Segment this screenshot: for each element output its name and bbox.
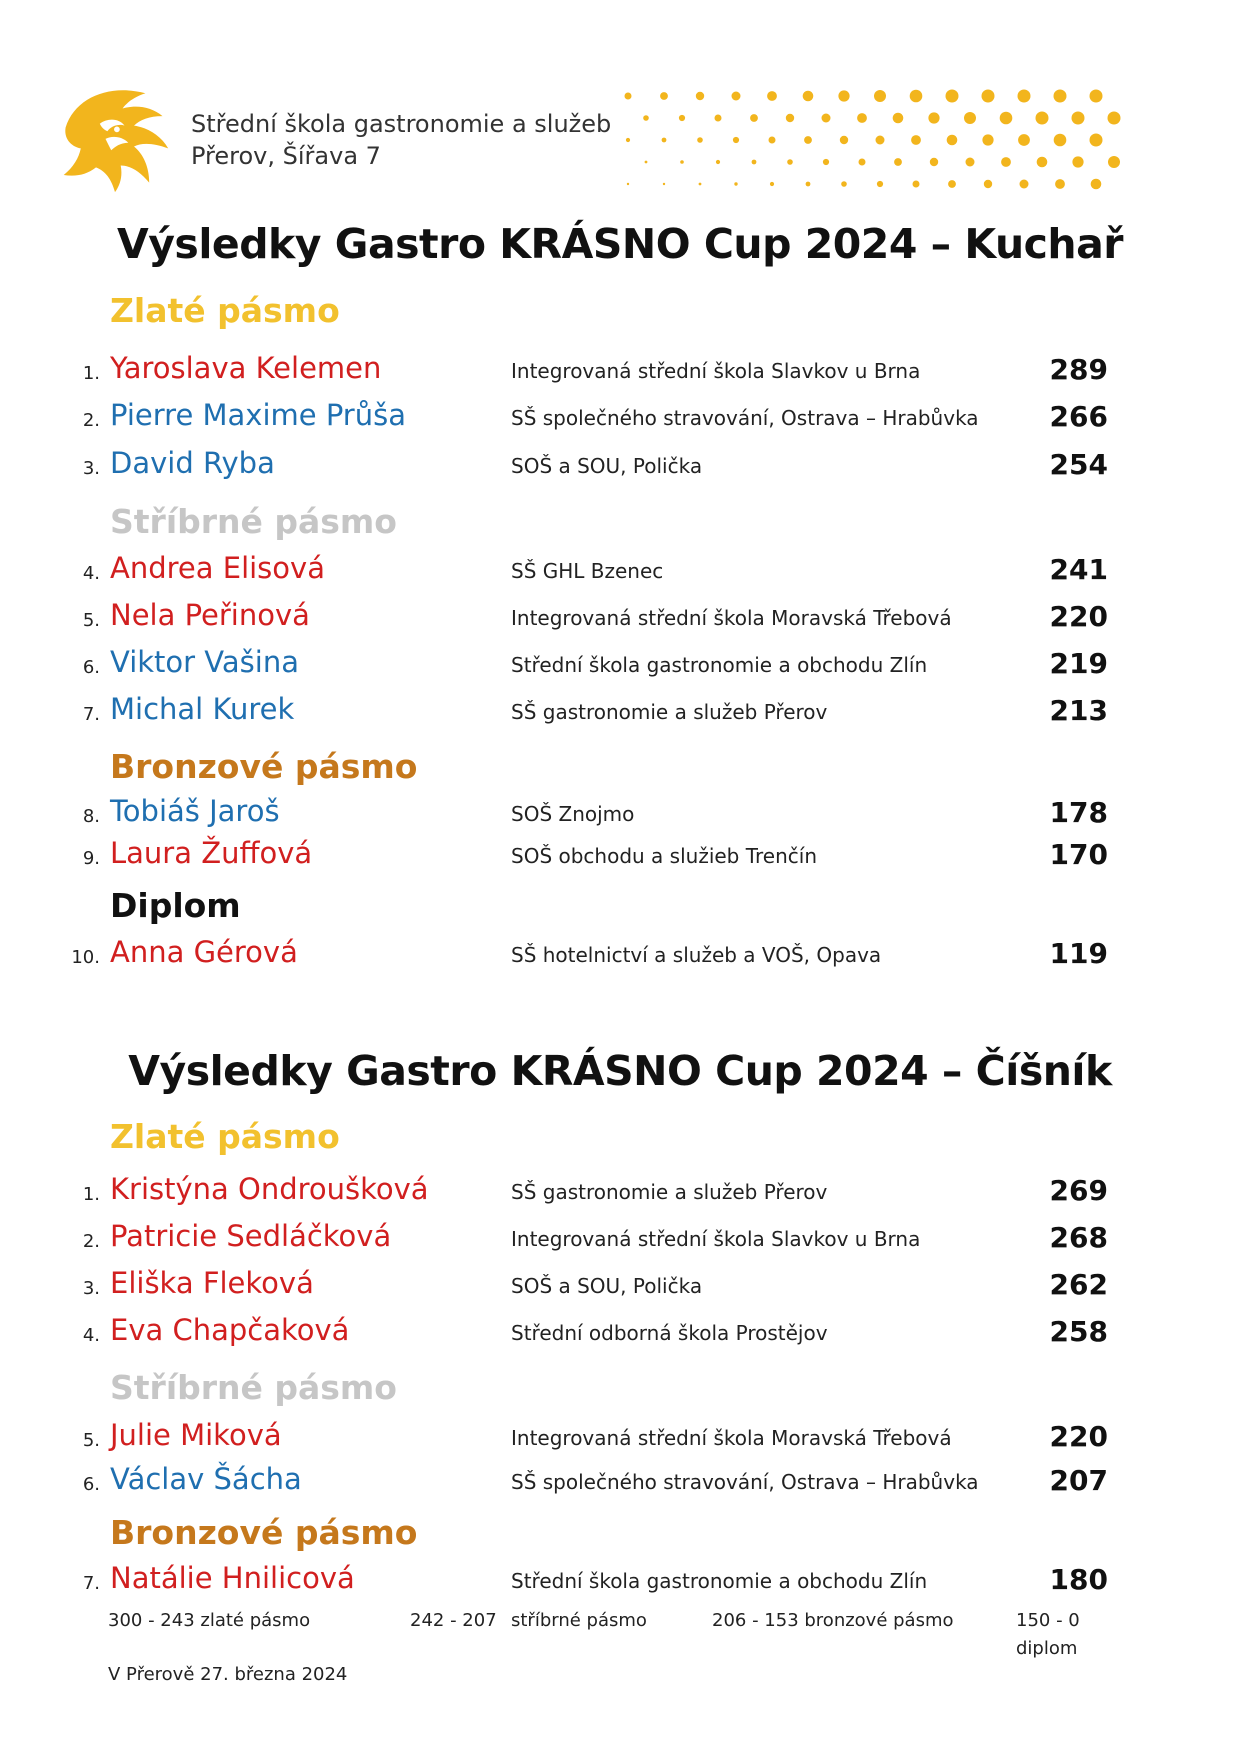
rank: 7. — [82, 1573, 100, 1594]
score: 220 — [1049, 600, 1108, 633]
decorative-dot — [625, 93, 632, 100]
decorative-dot — [1036, 112, 1049, 125]
competitor-name: Andrea Elisová — [110, 551, 325, 585]
band-silver-label: Stříbrné pásmo — [110, 1368, 397, 1407]
result-row — [0, 1266, 1240, 1310]
competitor-school: SOŠ Znojmo — [511, 802, 635, 826]
score: 266 — [1049, 400, 1108, 433]
score: 220 — [1049, 1420, 1108, 1453]
rank: 2. — [82, 410, 100, 431]
score: 289 — [1049, 353, 1108, 386]
decorative-dot — [787, 159, 793, 165]
decorative-dot — [733, 137, 739, 143]
decorative-dot — [982, 90, 995, 103]
competitor-name: Viktor Vašina — [110, 645, 299, 679]
decorative-dot — [1054, 134, 1067, 147]
competitor-school: SŠ gastronomie a služeb Přerov — [511, 1180, 828, 1204]
band-bronze-label: Bronzové pásmo — [110, 747, 418, 786]
decorative-dot — [857, 113, 867, 123]
competitor-school: Střední škola gastronomie a obchodu Zlín — [511, 1569, 928, 1593]
score: 119 — [1049, 937, 1108, 970]
rank: 4. — [82, 1325, 100, 1346]
competitor-name: Pierre Maxime Průša — [110, 398, 406, 432]
decorative-dot — [1054, 90, 1067, 103]
decorative-dot — [662, 138, 667, 143]
score: 170 — [1049, 838, 1108, 871]
decorative-dot — [1072, 112, 1085, 125]
decorative-dot — [1072, 156, 1083, 167]
decorative-dots-pattern — [618, 88, 1138, 198]
decorative-dot — [1108, 112, 1121, 125]
score: 262 — [1049, 1268, 1108, 1301]
decorative-dot — [982, 134, 993, 145]
rank: 6. — [82, 657, 100, 678]
result-row — [0, 1172, 1240, 1216]
rank: 4. — [82, 563, 100, 584]
legend-diplom-range: 150 - 0 — [1016, 1610, 1080, 1631]
decorative-dot — [732, 92, 741, 101]
rank: 10. — [71, 947, 100, 968]
decorative-dot — [699, 183, 702, 186]
decorative-dot — [804, 136, 812, 144]
result-row — [0, 446, 1240, 490]
competitor-name: Patricie Sedláčková — [110, 1219, 392, 1253]
band-diplom-label: Diplom — [110, 886, 241, 925]
decorative-dot — [697, 137, 703, 143]
competitor-name: Václav Šácha — [110, 1462, 302, 1496]
result-row — [0, 351, 1240, 395]
decorative-dot — [876, 136, 885, 145]
rank: 1. — [82, 1184, 100, 1205]
competitor-name: Eliška Fleková — [110, 1266, 314, 1300]
decorative-dot — [930, 158, 938, 166]
competitor-school: SŠ gastronomie a služeb Přerov — [511, 700, 828, 724]
section-title-cisnik: Výsledky Gastro KRÁSNO Cup 2024 – Číšník — [128, 1047, 1112, 1095]
decorative-dot — [1108, 156, 1120, 168]
competitor-name: Anna Gérová — [110, 935, 298, 969]
decorative-dot — [679, 115, 685, 121]
decorative-dot — [803, 91, 814, 102]
decorative-dot — [663, 183, 665, 185]
competitor-name: David Ryba — [110, 446, 275, 480]
decorative-dot — [626, 138, 630, 142]
decorative-dot — [894, 158, 902, 166]
score: 241 — [1049, 553, 1108, 586]
rank: 6. — [82, 1474, 100, 1495]
competitor-school: SOŠ obchodu a služieb Trenčín — [511, 844, 818, 868]
competitor-name: Laura Žuffová — [110, 836, 313, 870]
decorative-dot — [1090, 90, 1103, 103]
competitor-name: Yaroslava Kelemen — [110, 351, 382, 385]
competitor-name: Tobiáš Jaroš — [110, 794, 280, 828]
result-row — [0, 1561, 1240, 1605]
band-silver-label: Stříbrné pásmo — [110, 502, 397, 541]
decorative-dot — [645, 161, 648, 164]
decorative-dot — [769, 137, 776, 144]
decorative-dot — [984, 180, 992, 188]
competitor-name: Eva Chapčaková — [110, 1313, 350, 1347]
decorative-dot — [696, 92, 704, 100]
decorative-dot — [660, 92, 668, 100]
section-title-kuchar: Výsledky Gastro KRÁSNO Cup 2024 – Kuchař — [116, 220, 1124, 268]
footer-place-date: V Přerově 27. března 2024 — [108, 1664, 348, 1685]
decorative-dot — [946, 90, 959, 103]
competitor-school: SOŠ a SOU, Polička — [511, 1274, 703, 1298]
legend-bronze: 206 - 153 bronzové pásmo — [712, 1610, 954, 1631]
decorative-dot — [680, 160, 684, 164]
competitor-school: Integrovaná střední škola Moravská Třebová — [511, 1426, 952, 1450]
competitor-school: SŠ společného stravování, Ostrava – Hrabůvka — [511, 406, 979, 430]
decorative-dot — [1018, 90, 1031, 103]
decorative-dot — [966, 158, 975, 167]
score: 178 — [1049, 796, 1108, 829]
decorative-dot — [627, 183, 629, 185]
competitor-name: Julie Miková — [110, 1418, 282, 1452]
competitor-school: Integrovaná střední škola Slavkov u Brna — [511, 1227, 921, 1251]
decorative-dot — [838, 90, 849, 101]
competitor-school: SŠ společného stravování, Ostrava – Hrabůvka — [511, 1470, 979, 1494]
score: 207 — [1049, 1464, 1108, 1497]
rank: 7. — [82, 704, 100, 725]
decorative-dot — [1000, 112, 1013, 125]
decorative-dot — [1001, 157, 1011, 167]
decorative-dot — [1020, 180, 1029, 189]
decorative-dot — [1091, 179, 1102, 190]
band-gold-label: Zlaté pásmo — [110, 1117, 340, 1156]
decorative-dot — [767, 91, 777, 101]
legend-gold: 300 - 243 zlaté pásmo — [108, 1610, 311, 1631]
result-row — [0, 645, 1240, 689]
decorative-dot — [750, 114, 758, 122]
decorative-dot — [910, 90, 923, 103]
score: 268 — [1049, 1221, 1108, 1254]
competitor-school: Integrovaná střední škola Moravská Třebová — [511, 606, 952, 630]
decorative-dot — [1055, 179, 1065, 189]
score: 254 — [1049, 448, 1108, 481]
rank: 3. — [82, 458, 100, 479]
rank: 1. — [82, 363, 100, 384]
decorative-dot — [823, 159, 829, 165]
decorative-dot — [964, 112, 976, 124]
school-name: Střední škola gastronomie a služeb — [191, 110, 612, 138]
competitor-school: SOŠ a SOU, Polička — [511, 454, 703, 478]
decorative-dot — [928, 112, 939, 123]
decorative-dot — [734, 182, 737, 185]
decorative-dot — [913, 181, 920, 188]
score: 269 — [1049, 1174, 1108, 1207]
decorative-dot — [911, 135, 921, 145]
lion-head-logo-icon — [58, 80, 172, 194]
competitor-name: Kristýna Ondroušková — [110, 1172, 429, 1206]
decorative-dot — [752, 160, 757, 165]
legend-silver-range: 242 - 207 — [410, 1610, 497, 1631]
result-row — [0, 1219, 1240, 1263]
score: 213 — [1049, 694, 1108, 727]
result-row — [0, 551, 1240, 595]
competitor-school: Integrovaná střední škola Slavkov u Brna — [511, 359, 921, 383]
result-row — [0, 794, 1240, 838]
decorative-dot — [947, 135, 958, 146]
decorative-dot — [1018, 134, 1030, 146]
decorative-dot — [715, 115, 722, 122]
decorative-dot — [643, 115, 649, 121]
decorative-dot — [840, 136, 848, 144]
decorative-dot — [859, 159, 866, 166]
decorative-dot — [841, 181, 847, 187]
result-row — [0, 1313, 1240, 1357]
rank: 8. — [82, 806, 100, 827]
score: 258 — [1049, 1315, 1108, 1348]
band-bronze-label: Bronzové pásmo — [110, 1513, 418, 1552]
result-row — [0, 1418, 1240, 1462]
competitor-name: Nela Peřinová — [110, 598, 310, 632]
header — [58, 80, 1118, 200]
rank: 3. — [82, 1278, 100, 1299]
competitor-school: Střední škola gastronomie a obchodu Zlín — [511, 653, 928, 677]
result-row — [0, 1462, 1240, 1506]
competitor-school: SŠ hotelnictví a služeb a VOŠ, Opava — [511, 943, 882, 967]
competitor-school: SŠ GHL Bzenec — [511, 559, 664, 583]
rank: 2. — [82, 1231, 100, 1252]
decorative-dot — [770, 182, 774, 186]
school-header-text — [191, 108, 611, 172]
result-row — [0, 836, 1240, 880]
result-row — [0, 692, 1240, 736]
decorative-dot — [948, 180, 956, 188]
decorative-dot — [1037, 157, 1048, 168]
competitor-name: Natálie Hnilicová — [110, 1561, 355, 1595]
decorative-dot — [877, 181, 883, 187]
school-address: Přerov, Šířava 7 — [191, 142, 381, 170]
result-row — [0, 398, 1240, 442]
legend-silver-label: stříbrné pásmo — [511, 1610, 647, 1631]
decorative-dot — [806, 182, 811, 187]
competitor-name: Michal Kurek — [110, 692, 295, 726]
rank: 5. — [82, 610, 100, 631]
score: 180 — [1049, 1563, 1108, 1596]
decorative-dot — [874, 90, 886, 102]
legend-diplom-label: diplom — [1016, 1638, 1078, 1659]
decorative-dot — [786, 114, 794, 122]
decorative-dot — [1090, 134, 1103, 147]
score: 219 — [1049, 647, 1108, 680]
decorative-dot — [822, 114, 831, 123]
band-gold-label: Zlaté pásmo — [110, 291, 340, 330]
competitor-school: Střední odborná škola Prostějov — [511, 1321, 828, 1345]
decorative-dot — [893, 113, 904, 124]
rank: 9. — [82, 848, 100, 869]
rank: 5. — [82, 1430, 100, 1451]
result-row — [0, 598, 1240, 642]
decorative-dot — [716, 160, 720, 164]
result-row — [0, 935, 1240, 979]
